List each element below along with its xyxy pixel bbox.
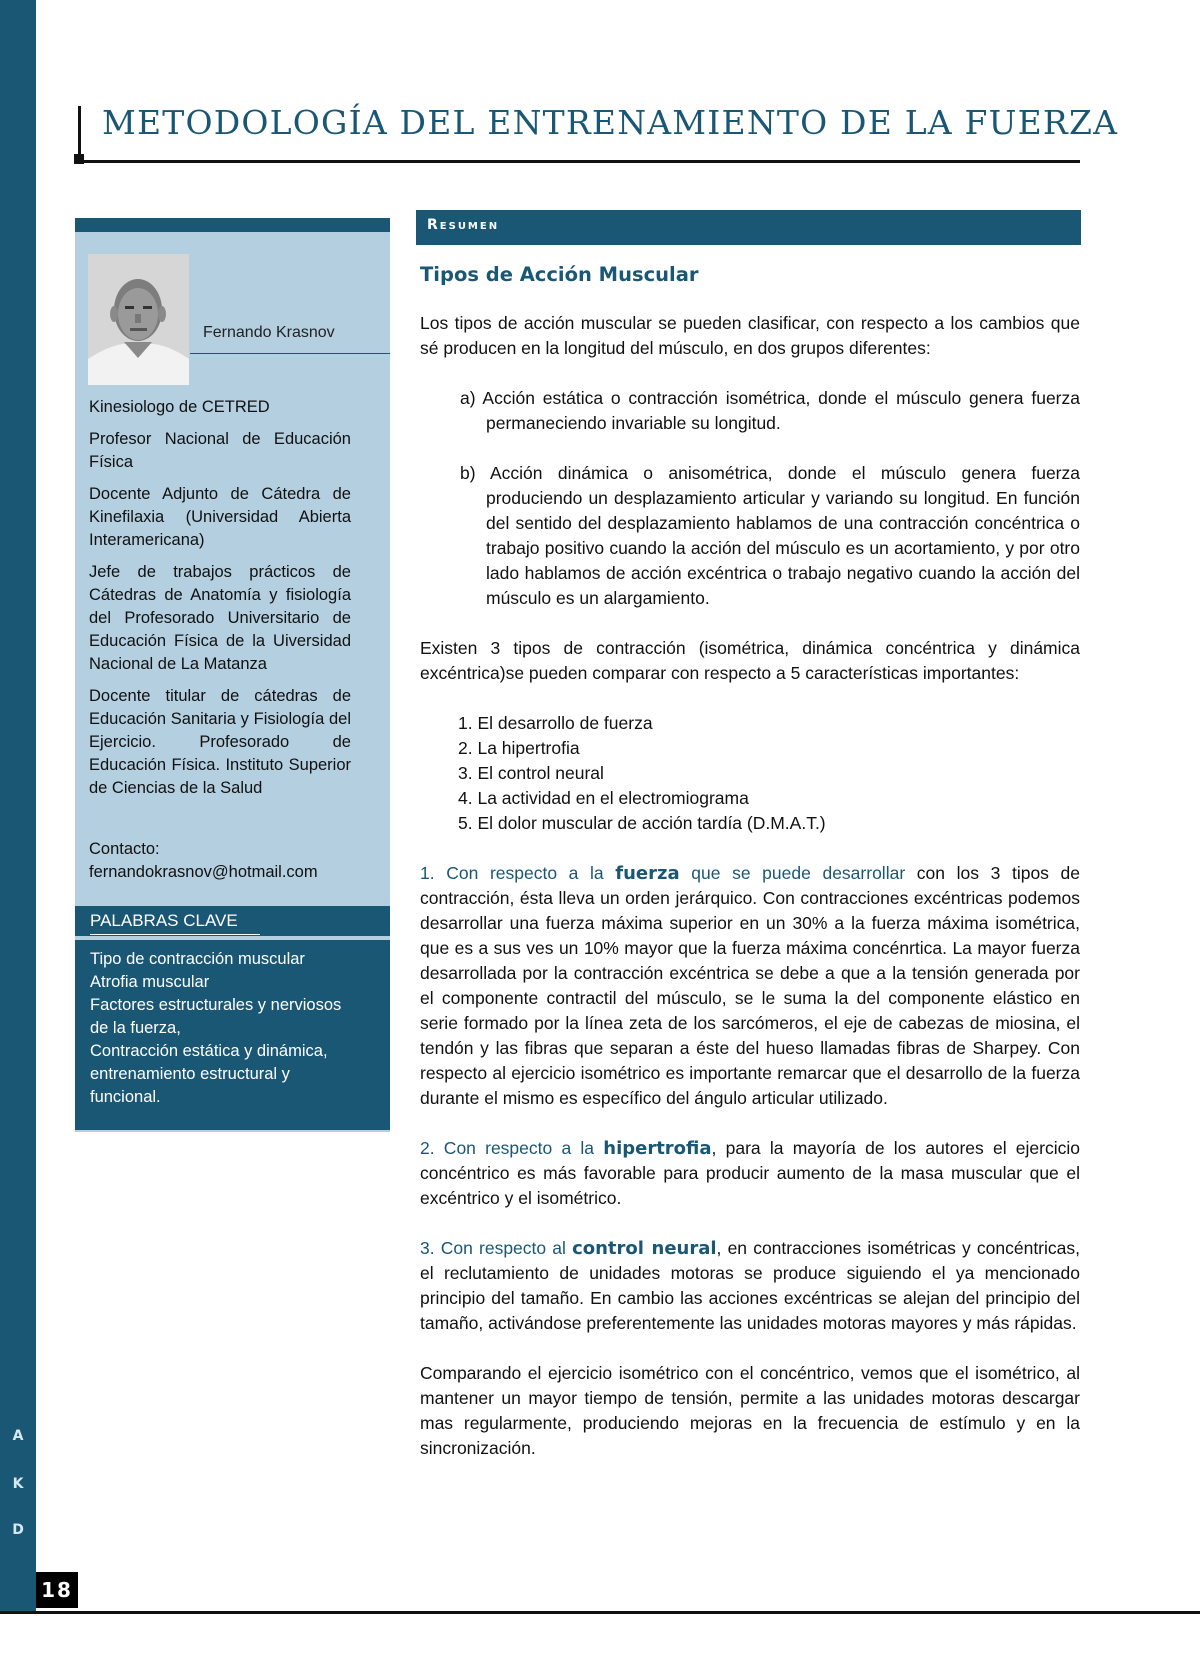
neural-paragraph <box>420 1236 1080 1336</box>
hypertrophy-lead: 2. Con respecto a la hipertrofia <box>420 1138 712 1159</box>
keyword-item: Factores estructurales y nerviosos de la fuerza, <box>90 996 342 1037</box>
bio-line: Kinesiologo de CETRED <box>89 398 270 416</box>
force-text: con los 3 tipos de contracción, ésta lleva un orden jerárquico. Con contracciones excéntricas podemos desarrollar una fuerza máxima superior en un 30% a la fuerza máxima isométrica, que es a sus ves un 10% mayor que la fuerza máxima concénrtica. La mayor fuerza desarrollada por la contracción excéntrica se debe a que a la tensión generada por el componente contractil del músculo, se le suma la del componente elástico en serie formado por la línea zeta de los sarcómeros, el eje de cabezas de miosina, el tendón y las fibras que separan a éste del hueso llamadas fibras de Sharpey. Con respecto al ejercicio isométrico es importante remarcar que el desarrollo de la fuerza durante el mismo es específico del ángulo articular utilizado. <box>420 863 1081 1108</box>
author-name: Fernando Krasnov <box>203 324 335 341</box>
side-letter-k: K <box>12 1476 24 1492</box>
side-letter-d: D <box>12 1522 24 1538</box>
contact-label: Contacto: <box>89 840 160 858</box>
hypertrophy-text: , para la mayoría de los autores el ejercicio concéntrico es más favorable para producir aumento de la masa muscular que el excéntrico y el isométrico. <box>420 1138 1081 1208</box>
type-a-paragraph: a) Acción estática o contracción isométrica, donde el músculo genera fuerza permaneciendo invariable su longitud. <box>460 388 1080 433</box>
page-title: METODOLOGÍA DEL ENTRENAMIENTO DE LA FUERZA <box>102 103 1119 142</box>
neural-keyword: control neural <box>572 1238 717 1259</box>
hypertrophy-keyword: hipertrofia <box>603 1138 712 1159</box>
comparison-paragraph: Comparando el ejercicio isométrico con el concéntrico, vemos que el isométrico, al mantener un mayor tiempo de tensión, permite a las unidades motoras descargar mas regularmente, produciendo mejoras en la frecuencia de estímulo y en la sincronización. <box>420 1363 1080 1458</box>
author-photo <box>88 254 189 385</box>
author-rule <box>190 353 390 354</box>
characteristic-item: 4. La actividad en el electromiograma <box>458 788 749 808</box>
bio-line: Docente titular de cátedras de Educación Sanitaria y Fisiología del Ejercicio. Profesorado de Educación Física. Instituto Superior de Ciencias de la Salud <box>89 687 351 797</box>
bio-line: Docente Adjunto de Cátedra de Kinefilaxia (Universidad Abierta Interamericana) <box>89 485 351 549</box>
main-article <box>420 262 1080 1486</box>
hypertrophy-paragraph <box>420 1136 1080 1211</box>
characteristic-item: 1. El desarrollo de fuerza <box>458 713 653 733</box>
characteristic-item: 3. El control neural <box>458 763 604 783</box>
keyword-item: Tipo de contracción muscular <box>90 950 305 968</box>
force-paragraph <box>420 861 1080 1111</box>
characteristics-list <box>420 711 1080 836</box>
characteristic-item: 5. El dolor muscular de acción tardía (D.M.A.T.) <box>458 813 826 833</box>
bio-line: Profesor Nacional de Educación Física <box>89 430 351 471</box>
keywords-title: PALABRAS CLAVE <box>90 911 238 930</box>
bottom-rule <box>0 1611 1200 1614</box>
keyword-item: Atrofia muscular <box>90 973 210 991</box>
author-bio <box>89 396 351 809</box>
resumen-bar <box>416 210 1081 245</box>
neural-lead: 3. Con respecto al control neural <box>420 1238 717 1259</box>
characteristic-item: 2. La hipertrofia <box>458 738 580 758</box>
author-panel-header-bar <box>75 218 390 232</box>
side-letter-a: A <box>12 1428 24 1444</box>
title-rule <box>78 160 1080 163</box>
contact-email: fernandokrasnov@hotmail.com <box>89 863 318 881</box>
sidebar-strip <box>0 0 36 1612</box>
section-heading: Tipos de Acción Muscular <box>420 263 699 286</box>
page-number: 18 <box>36 1572 78 1608</box>
keywords-list <box>90 948 352 1109</box>
keyword-item: Contracción estática y dinámica, entrenamiento estructural y funcional. <box>90 1042 328 1106</box>
keywords-title-rule <box>90 934 260 935</box>
intro-paragraph: Los tipos de acción muscular se pueden clasificar, con respecto a los cambios que sé producen en la longitud del músculo, en dos grupos diferentes: <box>420 313 1080 358</box>
neural-text: , en contracciones isométricas y concéntricas, el reclutamiento de unidades motoras se produce siguiendo el ya mencionado principio del tamaño. En cambio las acciones excéntricas se alejan del principio del tamaño, activándose preferentemente las unidades motoras mayores y más rápidas. <box>420 1238 1080 1333</box>
resumen-label: Resumen <box>427 217 500 233</box>
force-keyword: fuerza <box>615 863 680 884</box>
type-b-paragraph: b) Acción dinámica o anisométrica, donde el músculo genera fuerza produciendo un desplazamiento articular y variando su longitud. En función del sentido del desplazamiento hablamos de una contracción concéntrica o trabajo positivo cuando la acción del músculo es un acortamiento, y por otro lado hablamos de acción excéntrica o trabajo negativo cuando la acción del músculo es un alargamiento. <box>460 463 1080 608</box>
bio-line: Jefe de trabajos prácticos de Cátedras de Anatomía y fisiología del Profesorado Universitario de Educación Física de la Uiversidad Nacional de La Matanza <box>89 563 351 673</box>
contact-block <box>89 838 379 884</box>
compare-intro-paragraph: Existen 3 tipos de contracción (isométrica, dinámica concéntrica y dinámica excéntrica)se pueden comparar con respecto a 5 características importantes: <box>420 638 1080 683</box>
force-lead: 1. Con respecto a la fuerza que se puede desarrollar <box>420 863 906 884</box>
